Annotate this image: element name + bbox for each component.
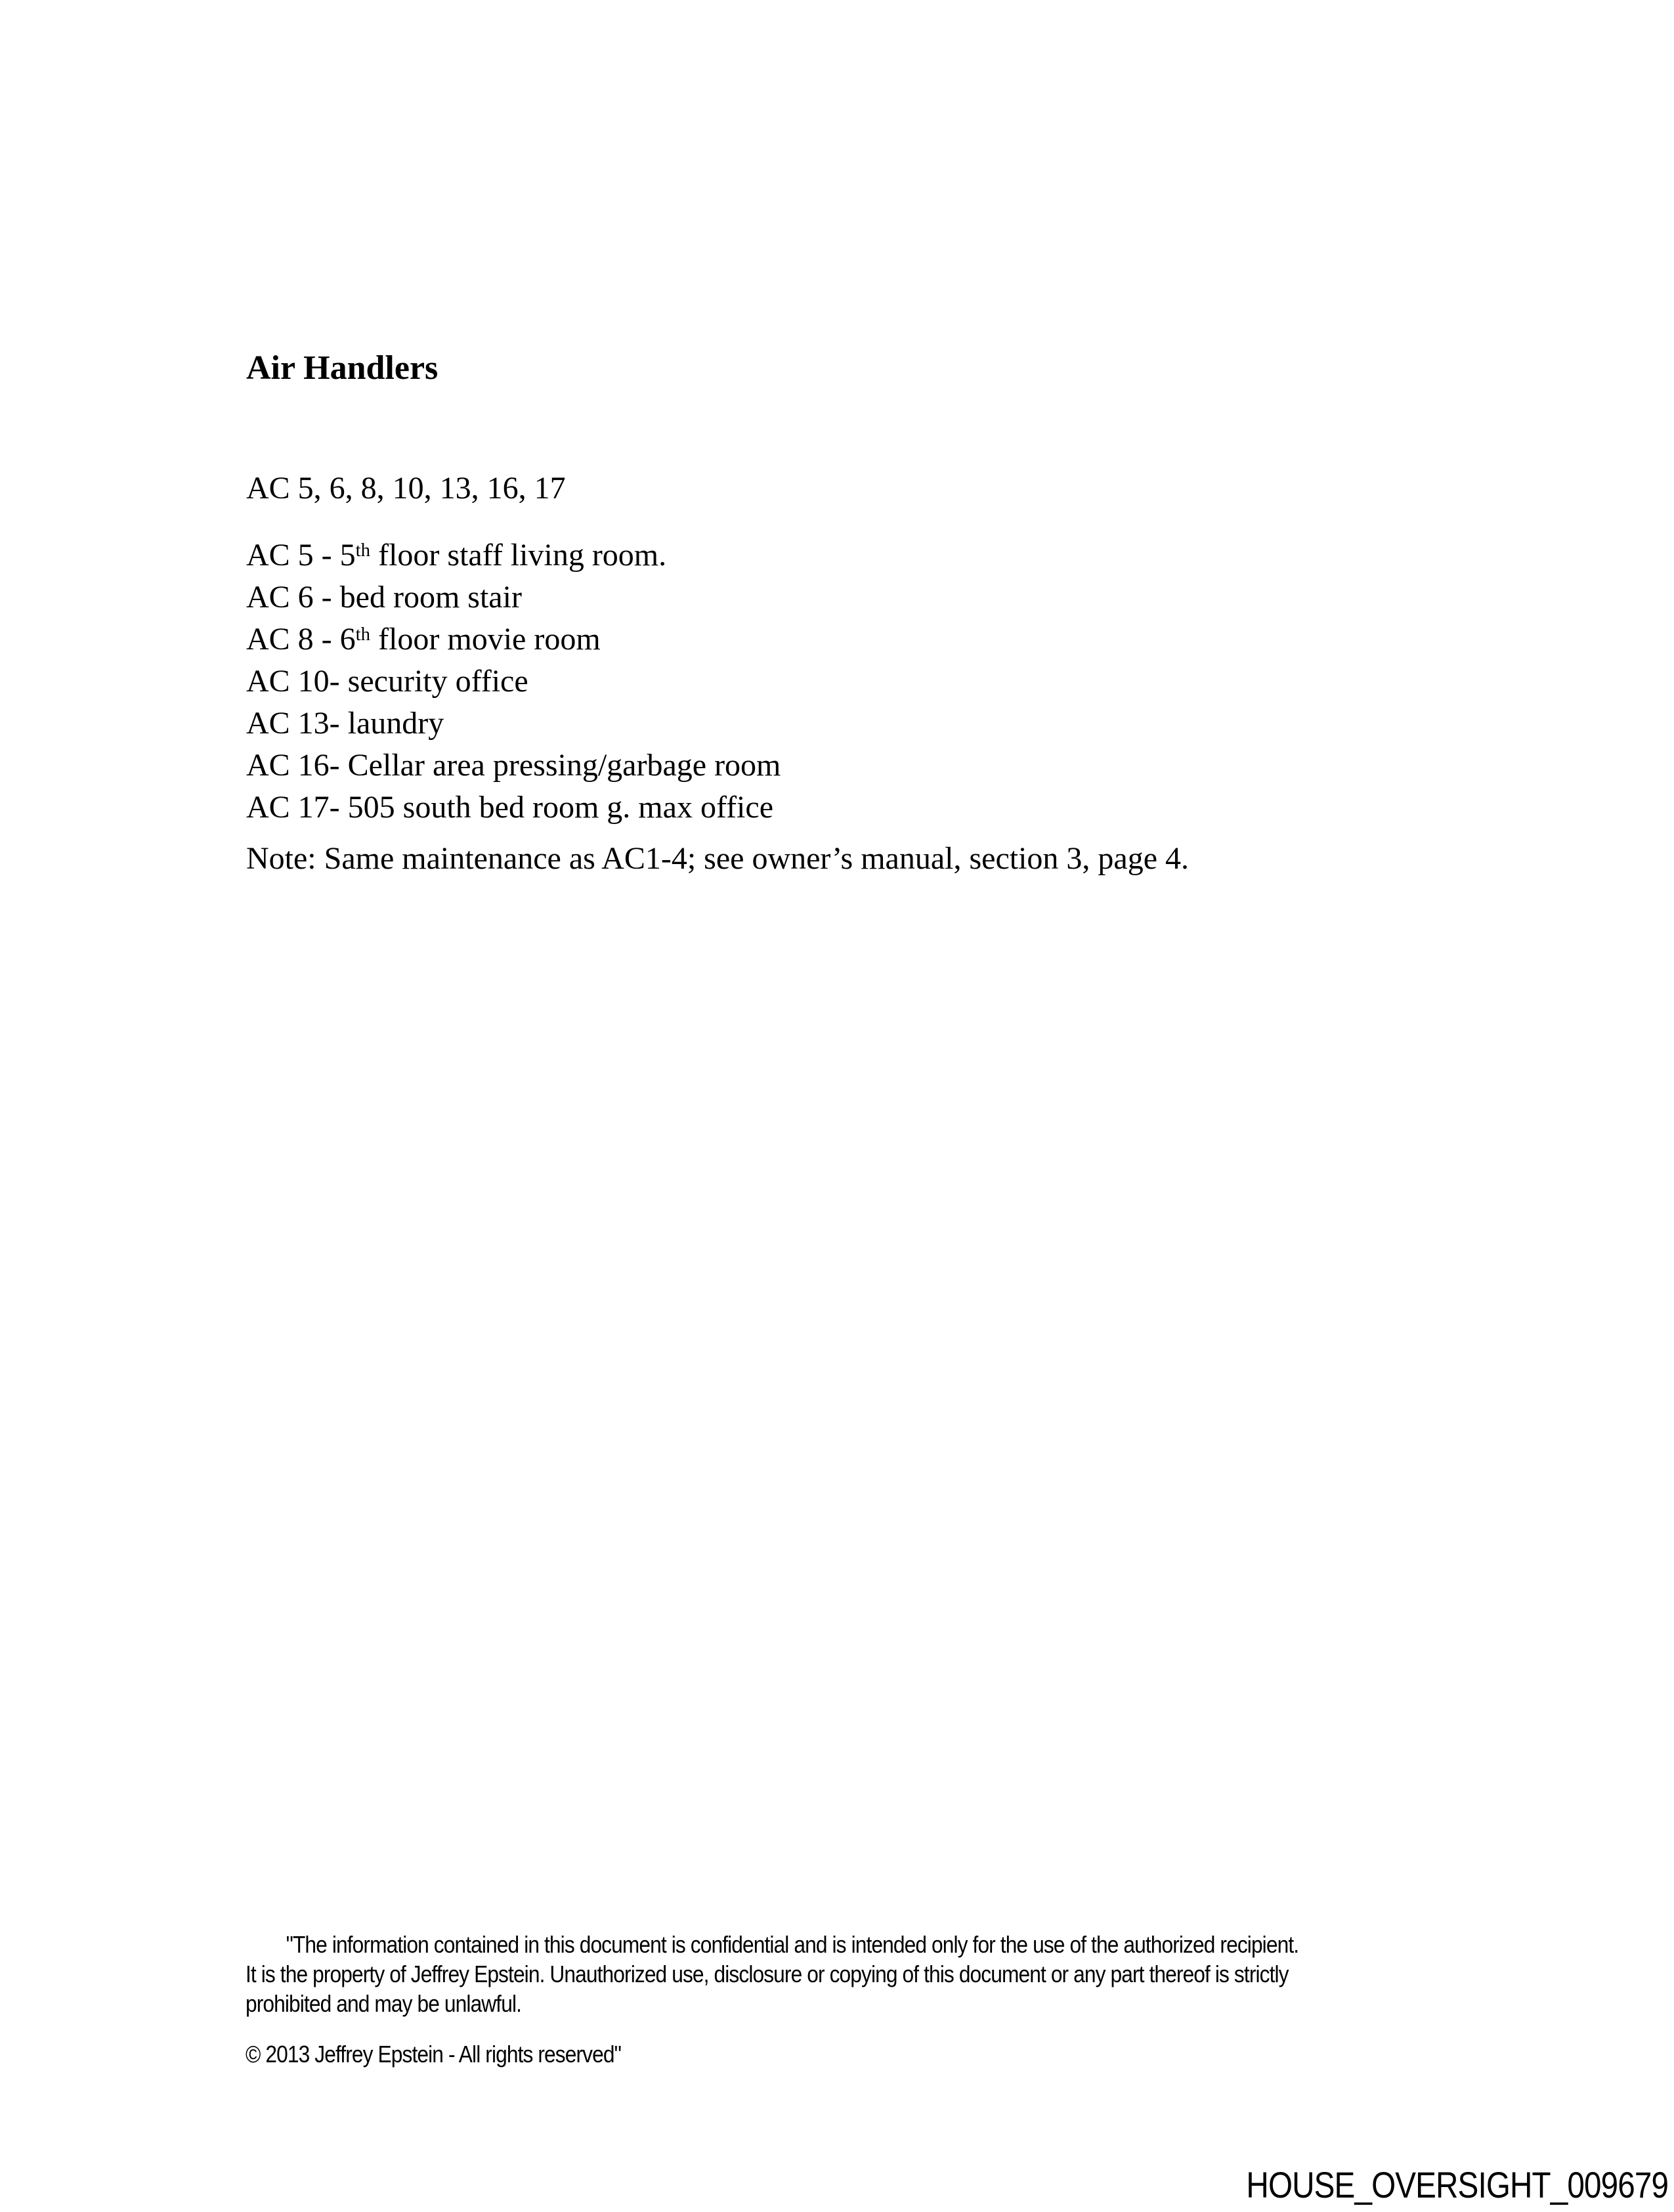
confidentiality-disclaimer	[246, 1930, 1378, 2018]
unit-line-ac6-text: AC 6 - bed room stair	[246, 580, 522, 615]
page-title: Air Handlers	[246, 349, 439, 387]
unit-line-ac5-rest: floor staff living room.	[370, 538, 667, 573]
unit-line-ac10	[246, 662, 781, 705]
unit-line-ac5	[246, 536, 781, 578]
unit-line-ac17	[246, 789, 781, 831]
unit-line-ac8	[246, 620, 781, 662]
maintenance-note: Note: Same maintenance as AC1-4; see owner’s manual, section 3, page 4.	[246, 841, 1190, 876]
unit-list	[246, 536, 781, 831]
unit-summary-line: AC 5, 6, 8, 10, 13, 16, 17	[246, 471, 566, 506]
bates-stamp: HOUSE_OVERSIGHT_009679	[1246, 2164, 1668, 2205]
unit-line-ac6	[246, 578, 781, 620]
ordinal-superscript: th	[355, 624, 371, 645]
unit-line-ac5-text: AC 5 - 5	[246, 538, 356, 573]
disclaimer-line-2: It is the property of Jeffrey Epstein. Unauthorized use, disclosure or copying of this document or any part thereof is strictly	[246, 1961, 1289, 1987]
unit-line-ac13	[246, 705, 781, 747]
disclaimer-line-3: prohibited and may be unlawful.	[246, 1990, 522, 2017]
disclaimer-line-1: "The information contained in this document is confidential and is intended only for the use of the authorized recipient.	[286, 1931, 1299, 1958]
unit-line-ac17-text: AC 17- 505 south bed room g. max office	[246, 790, 773, 825]
unit-line-ac13-text: AC 13- laundry	[246, 706, 444, 741]
unit-line-ac10-text: AC 10- security office	[246, 664, 528, 699]
ordinal-superscript: th	[355, 540, 371, 561]
unit-line-ac8-rest: floor movie room	[370, 622, 601, 657]
unit-line-ac16-text: AC 16- Cellar area pressing/garbage room	[246, 748, 781, 783]
copyright-line: © 2013 Jeffrey Epstein - All rights reserved"	[246, 2041, 621, 2068]
unit-line-ac16	[246, 747, 781, 789]
unit-line-ac8-text: AC 8 - 6	[246, 622, 356, 657]
